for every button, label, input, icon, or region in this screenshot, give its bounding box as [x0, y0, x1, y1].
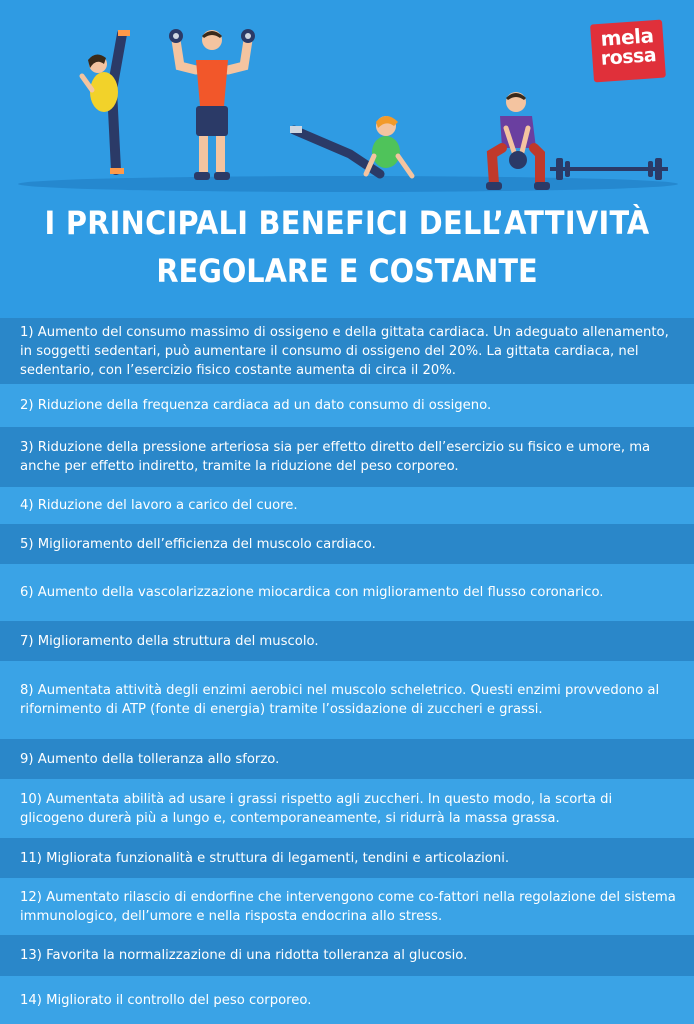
benefits-list [0, 318, 694, 1024]
benefit-item-10: 10) Aumentata abilità ad usare i grassi rispetto agli zuccheri. In questo modo, la scorta di glicogeno durerà più a lungo e, contemporaneamente, si ridurrà la massa grassa. [0, 779, 694, 838]
benefit-item-9: 9) Aumento della tolleranza allo sforzo. [0, 739, 694, 779]
benefit-item-5: 5) Miglioramento dell’efficienza del muscolo cardiaco. [0, 524, 694, 564]
dumbbell-man-figure [162, 26, 262, 186]
barbell-icon [550, 156, 668, 182]
brand-logo-line2: rossa [600, 44, 657, 70]
brand-logo-line1: mela [599, 23, 655, 51]
benefit-item-3: 3) Riduzione della pressione arteriosa sia per effetto diretto dell’esercizio su fisico e umore, ma anche per effetto indiretto, tramite la riduzione del peso corporeo. [0, 427, 694, 487]
benefit-item-11: 11) Migliorata funzionalità e struttura di legamenti, tendini e articolazioni. [0, 838, 694, 878]
hero-illustration [0, 0, 694, 318]
benefit-item-7: 7) Miglioramento della struttura del muscolo. [0, 621, 694, 661]
brand-logo [590, 20, 666, 83]
kettlebell-man-figure [478, 88, 558, 192]
benefit-item-8: 8) Aumentata attività degli enzimi aerobici nel muscolo scheletrico. Questi enzimi provvedono al rifornimento di ATP (fonte di energia) tramite l’ossidazione di zuccheri e grassi. [0, 661, 694, 739]
benefit-item-14: 14) Migliorato il controllo del peso corporeo. [0, 976, 694, 1024]
stretching-woman-figure [78, 30, 138, 182]
page-title-line1: I PRINCIPALI BENEFICI DELL’ATTIVITÀ [44, 204, 650, 242]
benefit-item-6: 6) Aumento della vascolarizzazione miocardica con miglioramento del flusso coronarico. [0, 564, 694, 621]
benefit-item-2: 2) Riduzione della frequenza cardiaca ad un dato consumo di ossigeno. [0, 384, 694, 427]
page-title-line2: REGOLARE E COSTANTE [156, 252, 538, 290]
benefit-item-12: 12) Aumentato rilascio di endorfine che intervengono come co-fattori nella regolazione del sistema immunologico, dell’umore e nella risposta endocrina allo stress. [0, 878, 694, 935]
benefit-item-13: 13) Favorita la normalizzazione di una ridotta tolleranza al glucosio. [0, 935, 694, 976]
floor-stretch-woman-figure [290, 110, 420, 186]
benefit-item-1: 1) Aumento del consumo massimo di ossigeno e della gittata cardiaca. Un adeguato allenamento, in soggetti sedentari, può aumentare il consumo di ossigeno del 20%. La gittata cardiaca, nel sedentario, con l’esercizio fisico costante aumenta di circa il 20%. [0, 318, 694, 384]
benefit-item-4: 4) Riduzione del lavoro a carico del cuore. [0, 487, 694, 524]
